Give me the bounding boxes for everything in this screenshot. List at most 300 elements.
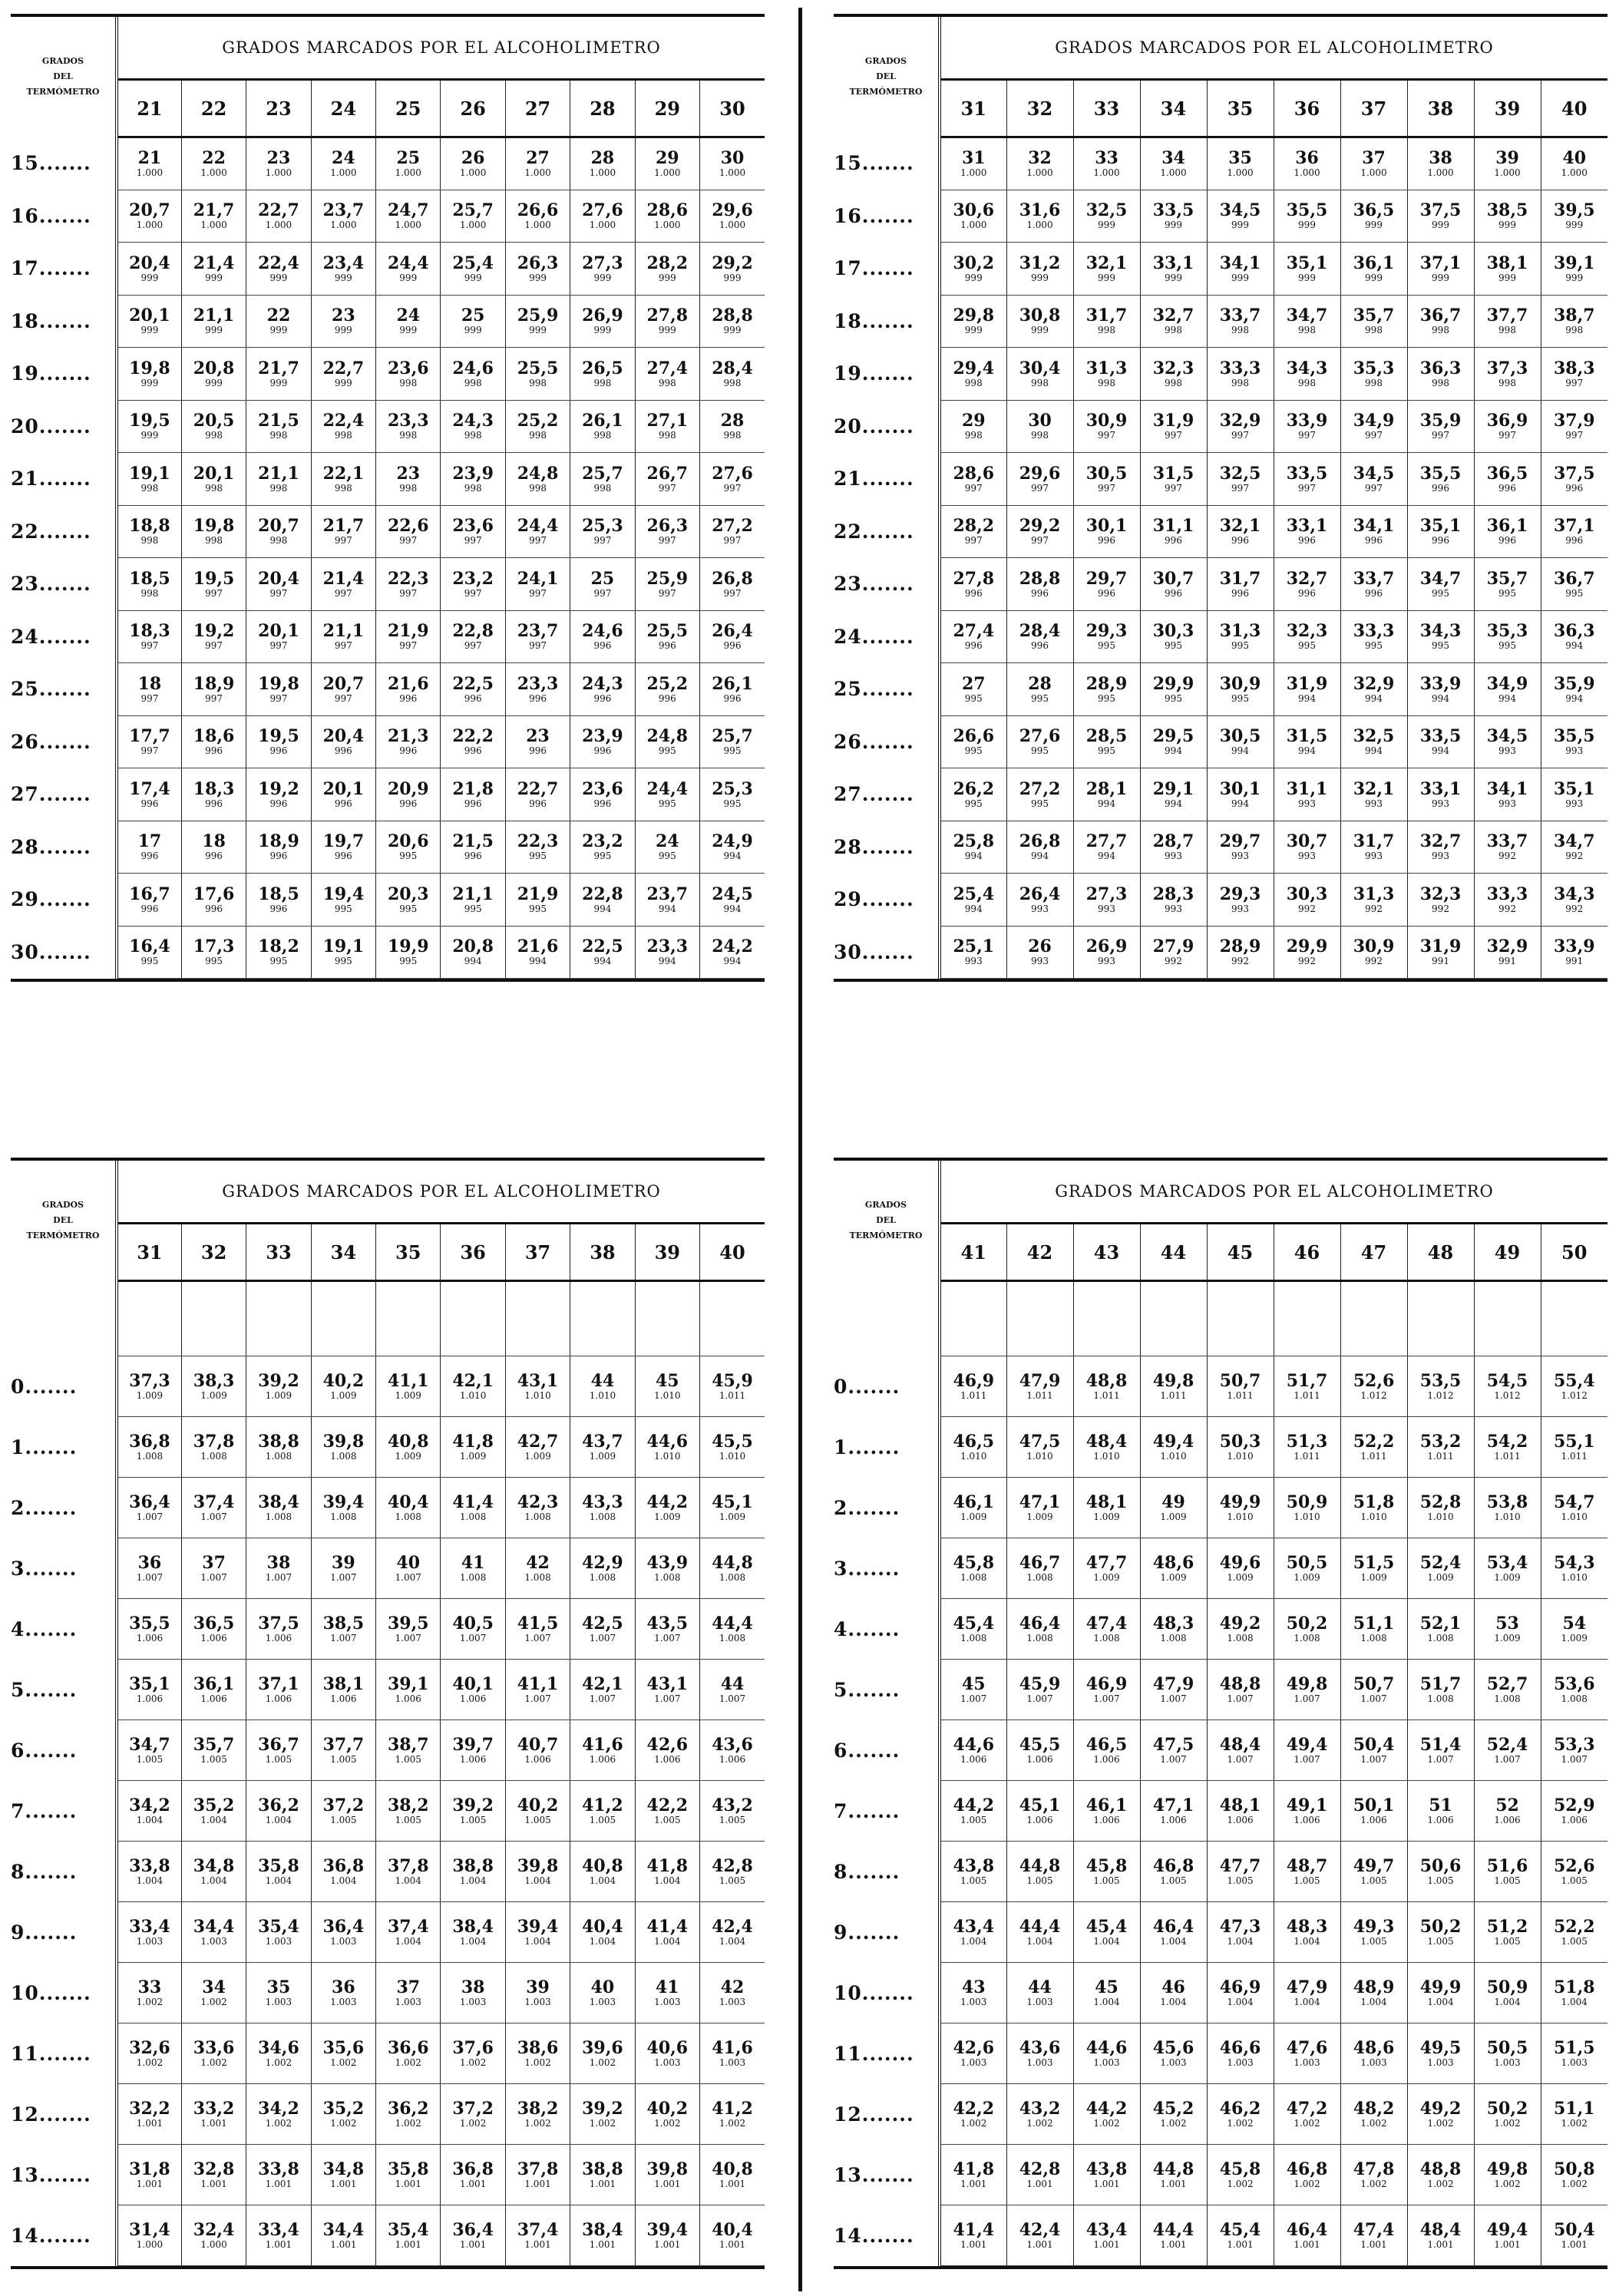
corrected-degree-value: 51,1 <box>1353 1614 1395 1634</box>
corrected-degree-value: 42,1 <box>582 1674 623 1694</box>
density-value: 996 <box>658 640 676 652</box>
row-label-temperature: 20....... <box>834 400 940 453</box>
density-value: 1.011 <box>1227 1390 1254 1401</box>
density-value: 999 <box>205 325 223 336</box>
corrected-degree-value: 18 <box>202 831 226 852</box>
corrected-degree-value: 23,6 <box>582 778 623 799</box>
density-value: 1.001 <box>1026 2179 1053 2189</box>
corrected-degree-value: 38 <box>1429 148 1452 169</box>
table-cell <box>311 1963 375 2023</box>
table-cell <box>1541 453 1607 506</box>
density-value: 1.005 <box>654 1815 681 1825</box>
density-value: 1.001 <box>1160 2239 1187 2250</box>
density-value: 994 <box>1298 745 1316 757</box>
corrected-degree-value: 37,7 <box>1486 306 1528 326</box>
density-value: 1.005 <box>719 1815 746 1825</box>
stub-header-line: TERMÓMETRO <box>849 87 923 97</box>
corrected-degree-value: 39,7 <box>452 1735 494 1755</box>
corrected-degree-value: 37,5 <box>258 1614 299 1634</box>
corrected-degree-value: 52,2 <box>1553 1917 1595 1937</box>
density-value: 995 <box>529 903 547 914</box>
corrected-degree-value: 48,4 <box>1419 2220 1462 2240</box>
corrected-degree-value: 23,2 <box>582 831 623 852</box>
table-cell <box>181 1538 246 1599</box>
table-cell <box>181 1417 246 1478</box>
table-row <box>11 505 765 558</box>
table-cell <box>181 1478 246 1538</box>
density-value: 1.012 <box>1360 1390 1387 1401</box>
corrected-degree-value: 37,3 <box>1486 358 1528 378</box>
table-cell <box>570 926 635 979</box>
row-label-temperature: 12....... <box>834 2084 940 2145</box>
table-cell <box>441 190 505 243</box>
column-header: 46 <box>1274 1224 1340 1281</box>
density-value: 995 <box>1031 798 1049 809</box>
column-header: 27 <box>505 80 570 137</box>
corrected-degree-value: 48,8 <box>1419 2159 1462 2179</box>
corrected-degree-value: 32 <box>1028 148 1052 169</box>
stub-header <box>11 1161 117 1281</box>
table-cell <box>700 821 765 874</box>
table-cell <box>117 1963 181 2023</box>
row-label-temperature: 3....... <box>834 1538 940 1599</box>
density-value: 999 <box>723 272 742 283</box>
density-value: 1.001 <box>1160 2179 1187 2189</box>
table-cell <box>181 505 246 558</box>
corrected-degree-value: 29,2 <box>1019 516 1061 537</box>
density-value: 995 <box>399 851 418 862</box>
corrected-degree-value: 39,6 <box>582 2038 623 2058</box>
corrected-degree-value: 40,4 <box>712 2220 753 2240</box>
density-value: 1.009 <box>395 1390 421 1401</box>
table-cell <box>1474 610 1541 663</box>
density-value: 995 <box>1165 692 1182 704</box>
corrected-degree-value: 51,5 <box>1353 1553 1395 1573</box>
table-row <box>834 2023 1607 2084</box>
density-value: 1.000 <box>395 220 421 231</box>
table-cell <box>570 2023 635 2084</box>
corrected-degree-value: 27,8 <box>646 306 689 326</box>
density-value: 998 <box>1031 377 1049 388</box>
corrected-degree-value: 26,3 <box>646 516 689 537</box>
table-cell <box>1541 663 1607 716</box>
table-cell <box>1407 190 1474 243</box>
corrected-degree-value: 40,4 <box>387 1492 429 1512</box>
column-header: 33 <box>246 1224 311 1281</box>
table-cell <box>635 1417 699 1478</box>
column-header: 40 <box>700 1224 765 1281</box>
density-value: 996 <box>964 587 983 599</box>
table-cell <box>117 874 181 927</box>
table-cell <box>117 558 181 611</box>
table-cell <box>246 1538 311 1599</box>
density-value: 1.011 <box>1427 1451 1454 1462</box>
table-cell <box>441 1538 505 1599</box>
corrected-degree-value: 39 <box>526 1977 550 1997</box>
table-cell <box>441 2084 505 2145</box>
density-value: 1.002 <box>1427 2179 1454 2189</box>
row-label-temperature: 9....... <box>834 1902 940 1963</box>
corrected-degree-value: 47,8 <box>1353 2159 1395 2179</box>
table-cell <box>1407 400 1474 453</box>
corrected-degree-value: 46,9 <box>953 1371 995 1391</box>
table-cell <box>635 558 699 611</box>
corrected-degree-value: 52,1 <box>1419 1614 1462 1634</box>
density-value: 1.000 <box>330 167 357 179</box>
density-value: 1.008 <box>589 1572 616 1583</box>
corrected-degree-value: 43,9 <box>646 1553 689 1573</box>
table-cell <box>1407 1902 1474 1963</box>
table-cell <box>1006 1781 1073 1842</box>
corrected-degree-value: 30,4 <box>1019 358 1061 378</box>
density-value: 1.009 <box>524 1451 551 1462</box>
corrected-degree-value: 36,5 <box>1486 463 1528 484</box>
corrected-degree-value: 37,2 <box>322 1796 365 1815</box>
corrected-degree-value: 34 <box>1161 148 1185 169</box>
corrected-degree-value: 21,5 <box>452 831 494 852</box>
corrected-degree-value: 36,7 <box>1553 568 1595 589</box>
corrected-degree-value: 24 <box>332 148 355 169</box>
density-value: 997 <box>269 587 288 599</box>
row-label-temperature: 21....... <box>11 453 117 506</box>
corrected-degree-value: 25,1 <box>953 937 995 957</box>
density-value: 995 <box>658 851 676 862</box>
row-label-temperature: 27....... <box>11 768 117 821</box>
density-value: 1.011 <box>1294 1451 1320 1462</box>
density-value: 998 <box>205 430 223 441</box>
row-label-temperature: 19....... <box>11 348 117 401</box>
corrected-degree-value: 45,9 <box>1019 1674 1061 1694</box>
density-value: 996 <box>269 798 288 809</box>
table-cell <box>1474 1781 1541 1842</box>
table-cell <box>1140 1478 1207 1538</box>
density-value: 1.003 <box>1093 2057 1120 2068</box>
table-cell <box>1407 1781 1474 1842</box>
row-label-temperature: 1....... <box>11 1417 117 1478</box>
bottom-rule <box>834 979 1607 982</box>
table-cell <box>635 1781 699 1842</box>
table-cell <box>1274 243 1340 296</box>
table-cell <box>246 2145 311 2205</box>
table-cell <box>1274 558 1340 611</box>
corrected-degree-value: 35,1 <box>1419 516 1462 537</box>
table-cell <box>940 243 1006 296</box>
density-value: 995 <box>964 745 983 757</box>
table-cell <box>505 874 570 927</box>
density-value: 1.001 <box>524 2179 551 2189</box>
density-value: 1.002 <box>330 2057 357 2068</box>
table-row <box>834 2084 1607 2145</box>
density-value: 1.001 <box>395 2239 421 2250</box>
density-value: 997 <box>334 640 352 652</box>
density-value: 1.000 <box>589 220 616 231</box>
row-label-temperature: 4....... <box>834 1599 940 1660</box>
table-cell <box>376 1478 441 1538</box>
table-cell <box>1140 137 1207 190</box>
corrected-degree-value: 37,9 <box>1553 411 1595 431</box>
table-cell <box>1140 295 1207 348</box>
table-cell <box>1474 768 1541 821</box>
table-cell <box>1274 190 1340 243</box>
density-value: 998 <box>1098 325 1115 336</box>
row-label-temperature: 19....... <box>834 348 940 401</box>
density-value: 995 <box>399 903 418 914</box>
corrected-degree-value: 27,3 <box>582 253 623 273</box>
density-value: 1.004 <box>200 1875 227 1886</box>
table-cell <box>700 926 765 979</box>
table-cell <box>700 663 765 716</box>
density-value: 1.000 <box>960 220 987 231</box>
corrected-degree-value: 22,1 <box>322 463 365 484</box>
density-value: 1.006 <box>459 1754 487 1765</box>
corrected-degree-value: 44,6 <box>646 1432 689 1452</box>
density-value: 996 <box>723 692 742 704</box>
density-value: 1.011 <box>1160 1390 1187 1401</box>
corrected-degree-value: 29 <box>961 411 986 431</box>
corrected-degree-value: 31,7 <box>1219 568 1261 589</box>
table-cell <box>1407 453 1474 506</box>
row-label-temperature: 15....... <box>11 137 117 190</box>
table-cell <box>246 558 311 611</box>
table-cell <box>1541 137 1607 190</box>
corrected-degree-value: 35,1 <box>1286 253 1328 273</box>
corrected-degree-value: 41,4 <box>953 2220 995 2240</box>
table-cell <box>1474 2145 1541 2205</box>
column-header: 37 <box>1340 80 1407 137</box>
corrected-degree-value: 31,9 <box>1419 937 1462 957</box>
density-value: 995 <box>1098 692 1115 704</box>
corrected-degree-value: 22,3 <box>387 568 429 589</box>
row-label-temperature: 18....... <box>11 295 117 348</box>
column-header: 33 <box>1073 80 1140 137</box>
table-cell <box>311 821 375 874</box>
table-cell <box>1340 137 1407 190</box>
corrected-degree-value: 48,9 <box>1353 1977 1395 1997</box>
density-value: 998 <box>1432 325 1449 336</box>
density-value: 1.001 <box>200 2179 227 2189</box>
table-cell <box>181 295 246 348</box>
table-cell <box>1274 926 1340 979</box>
density-value: 993 <box>964 956 983 967</box>
density-value: 1.003 <box>1160 2057 1187 2068</box>
table-cell <box>117 1902 181 1963</box>
density-value: 1.003 <box>330 1936 357 1947</box>
corrected-degree-value: 50,3 <box>1219 1432 1261 1452</box>
table-cell <box>246 768 311 821</box>
density-value: 1.008 <box>1427 1633 1454 1644</box>
table-cell <box>1073 1902 1140 1963</box>
corrected-degree-value: 43,3 <box>582 1492 623 1512</box>
density-value: 993 <box>1498 798 1516 809</box>
density-value: 1.005 <box>1093 1875 1120 1886</box>
table-cell <box>1006 1538 1073 1599</box>
table-cell <box>1207 1478 1274 1538</box>
table-cell <box>940 926 1006 979</box>
density-value: 997 <box>1231 430 1249 441</box>
corrected-degree-value: 21 <box>137 148 162 169</box>
corrected-degree-value: 22,4 <box>322 411 365 431</box>
density-value: 1.004 <box>136 1815 164 1825</box>
density-value: 1.006 <box>960 1754 987 1765</box>
density-value: 1.009 <box>136 1390 164 1401</box>
table-cell <box>1474 505 1541 558</box>
corrected-degree-value: 52,6 <box>1353 1371 1395 1391</box>
table-cell <box>1340 715 1407 768</box>
table-cell <box>505 2084 570 2145</box>
density-value: 1.010 <box>1026 1451 1053 1462</box>
table-cell <box>181 2145 246 2205</box>
table-cell <box>1207 558 1274 611</box>
corrected-degree-value: 44,4 <box>1152 2220 1194 2240</box>
corrected-degree-value: 18 <box>137 673 162 694</box>
density-value: 1.005 <box>459 1815 487 1825</box>
corrected-degree-value: 39,8 <box>517 1856 559 1876</box>
table-cell <box>1407 348 1474 401</box>
corrected-degree-value: 42,1 <box>452 1371 494 1391</box>
density-value: 1.003 <box>1294 2057 1320 2068</box>
corrected-degree-value: 39,1 <box>1553 253 1595 273</box>
table-cell <box>635 1842 699 1902</box>
corrected-degree-value: 37 <box>1362 148 1386 169</box>
table-cell <box>1207 926 1274 979</box>
table-cell <box>117 1417 181 1478</box>
row-label-temperature: 13....... <box>11 2145 117 2205</box>
table-cell <box>1140 1599 1207 1660</box>
density-value: 996 <box>205 851 223 862</box>
corrected-degree-value: 46,5 <box>1085 1735 1128 1755</box>
table-cell <box>1474 243 1541 296</box>
density-value: 1.008 <box>1427 1693 1454 1704</box>
density-value: 997 <box>399 587 418 599</box>
corrected-degree-value: 31,9 <box>1152 411 1194 431</box>
corrected-degree-value: 45,8 <box>953 1553 995 1573</box>
corrected-degree-value: 37,6 <box>452 2038 494 2058</box>
density-value: 1.007 <box>330 1633 357 1644</box>
table-cell <box>1006 348 1073 401</box>
density-value: 1.001 <box>136 2179 164 2189</box>
corrected-degree-value: 43,7 <box>582 1432 623 1452</box>
table-cell <box>1340 926 1407 979</box>
stub-header-line: GRADOS <box>41 1200 84 1211</box>
table-cell <box>1274 610 1340 663</box>
corrected-degree-value: 29,2 <box>712 253 753 273</box>
density-value: 996 <box>529 745 547 757</box>
corrected-degree-value: 19,5 <box>193 568 235 589</box>
density-value: 998 <box>1432 377 1449 388</box>
density-value: 996 <box>1565 482 1584 494</box>
density-value: 993 <box>1231 851 1249 862</box>
corrected-degree-value: 34,1 <box>1353 516 1395 537</box>
table-cell <box>635 715 699 768</box>
density-value: 1.007 <box>395 1572 421 1583</box>
corrected-degree-value: 31,9 <box>1286 673 1328 694</box>
corrected-degree-value: 36,8 <box>452 2159 494 2179</box>
corrected-degree-value: 32,5 <box>1353 726 1395 747</box>
corrected-degree-value: 38,4 <box>258 1492 299 1512</box>
table-cell <box>1207 1356 1274 1417</box>
density-value: 997 <box>1098 482 1115 494</box>
corrected-degree-value: 29,3 <box>1219 884 1261 904</box>
table-cell <box>1073 768 1140 821</box>
density-value: 994 <box>593 903 612 914</box>
density-value: 1.011 <box>1360 1451 1387 1462</box>
table-cell <box>570 295 635 348</box>
density-value: 994 <box>1498 692 1516 704</box>
corrected-degree-value: 31,3 <box>1085 358 1128 378</box>
corrected-degree-value: 39,4 <box>322 1492 365 1512</box>
table-cell <box>376 505 441 558</box>
table-cell <box>376 2084 441 2145</box>
corrected-degree-value: 32,5 <box>1085 200 1128 221</box>
table-row <box>11 1356 765 1417</box>
table-cell <box>1541 2205 1607 2266</box>
density-value: 1.008 <box>524 1572 551 1583</box>
table-cell <box>311 1902 375 1963</box>
corrected-degree-value: 19,8 <box>258 673 299 694</box>
table-cell <box>1340 348 1407 401</box>
density-value: 1.001 <box>719 2179 746 2189</box>
corrected-degree-value: 52,8 <box>1419 1492 1462 1512</box>
corrected-degree-value: 22,4 <box>258 253 299 273</box>
corrected-degree-value: 47,7 <box>1085 1553 1128 1573</box>
table-row <box>11 1963 765 2023</box>
corrected-degree-value: 26,1 <box>582 411 623 431</box>
corrected-degree-value: 38,5 <box>1486 200 1528 221</box>
table-cell <box>441 453 505 506</box>
corrected-degree-value: 34,7 <box>1553 831 1595 852</box>
corrected-degree-value: 41,6 <box>582 1735 623 1755</box>
corrected-degree-value: 49,7 <box>1353 1856 1395 1876</box>
density-value: 992 <box>1365 956 1383 967</box>
table-cell <box>1407 295 1474 348</box>
table-cell <box>1207 243 1274 296</box>
density-value: 1.009 <box>1227 1572 1254 1583</box>
corrected-degree-value: 19,1 <box>322 937 365 957</box>
table-cell <box>1207 663 1274 716</box>
table-cell <box>700 1902 765 1963</box>
corrected-degree-value: 22,7 <box>258 200 299 221</box>
table-cell <box>940 1660 1006 1720</box>
density-value: 996 <box>269 745 288 757</box>
density-value: 996 <box>593 692 612 704</box>
table-cell <box>1474 1720 1541 1781</box>
table-cell <box>1541 1660 1607 1720</box>
corrected-degree-value: 33,1 <box>1152 253 1194 273</box>
density-value: 1.005 <box>589 1815 616 1825</box>
table-cell <box>940 1842 1006 1902</box>
corrected-degree-value: 38,2 <box>387 1796 429 1815</box>
corrected-degree-value: 41,6 <box>712 2038 753 2058</box>
table-cell <box>117 348 181 401</box>
table-cell <box>1207 190 1274 243</box>
density-value: 999 <box>1565 220 1584 231</box>
table-cell <box>1073 1720 1140 1781</box>
density-value: 997 <box>464 587 482 599</box>
density-value: 1.005 <box>330 1815 357 1825</box>
table-cell <box>311 715 375 768</box>
table-cell <box>1340 2205 1407 2266</box>
corrected-degree-value: 38,3 <box>193 1371 235 1391</box>
corrected-degree-value: 25,7 <box>452 200 494 221</box>
density-value: 994 <box>529 956 547 967</box>
table-cell <box>635 400 699 453</box>
table-cell <box>441 558 505 611</box>
density-value: 997 <box>723 482 742 494</box>
table-cell <box>246 243 311 296</box>
table-cell <box>181 558 246 611</box>
density-value: 995 <box>1432 587 1449 599</box>
density-value: 996 <box>1565 535 1584 547</box>
